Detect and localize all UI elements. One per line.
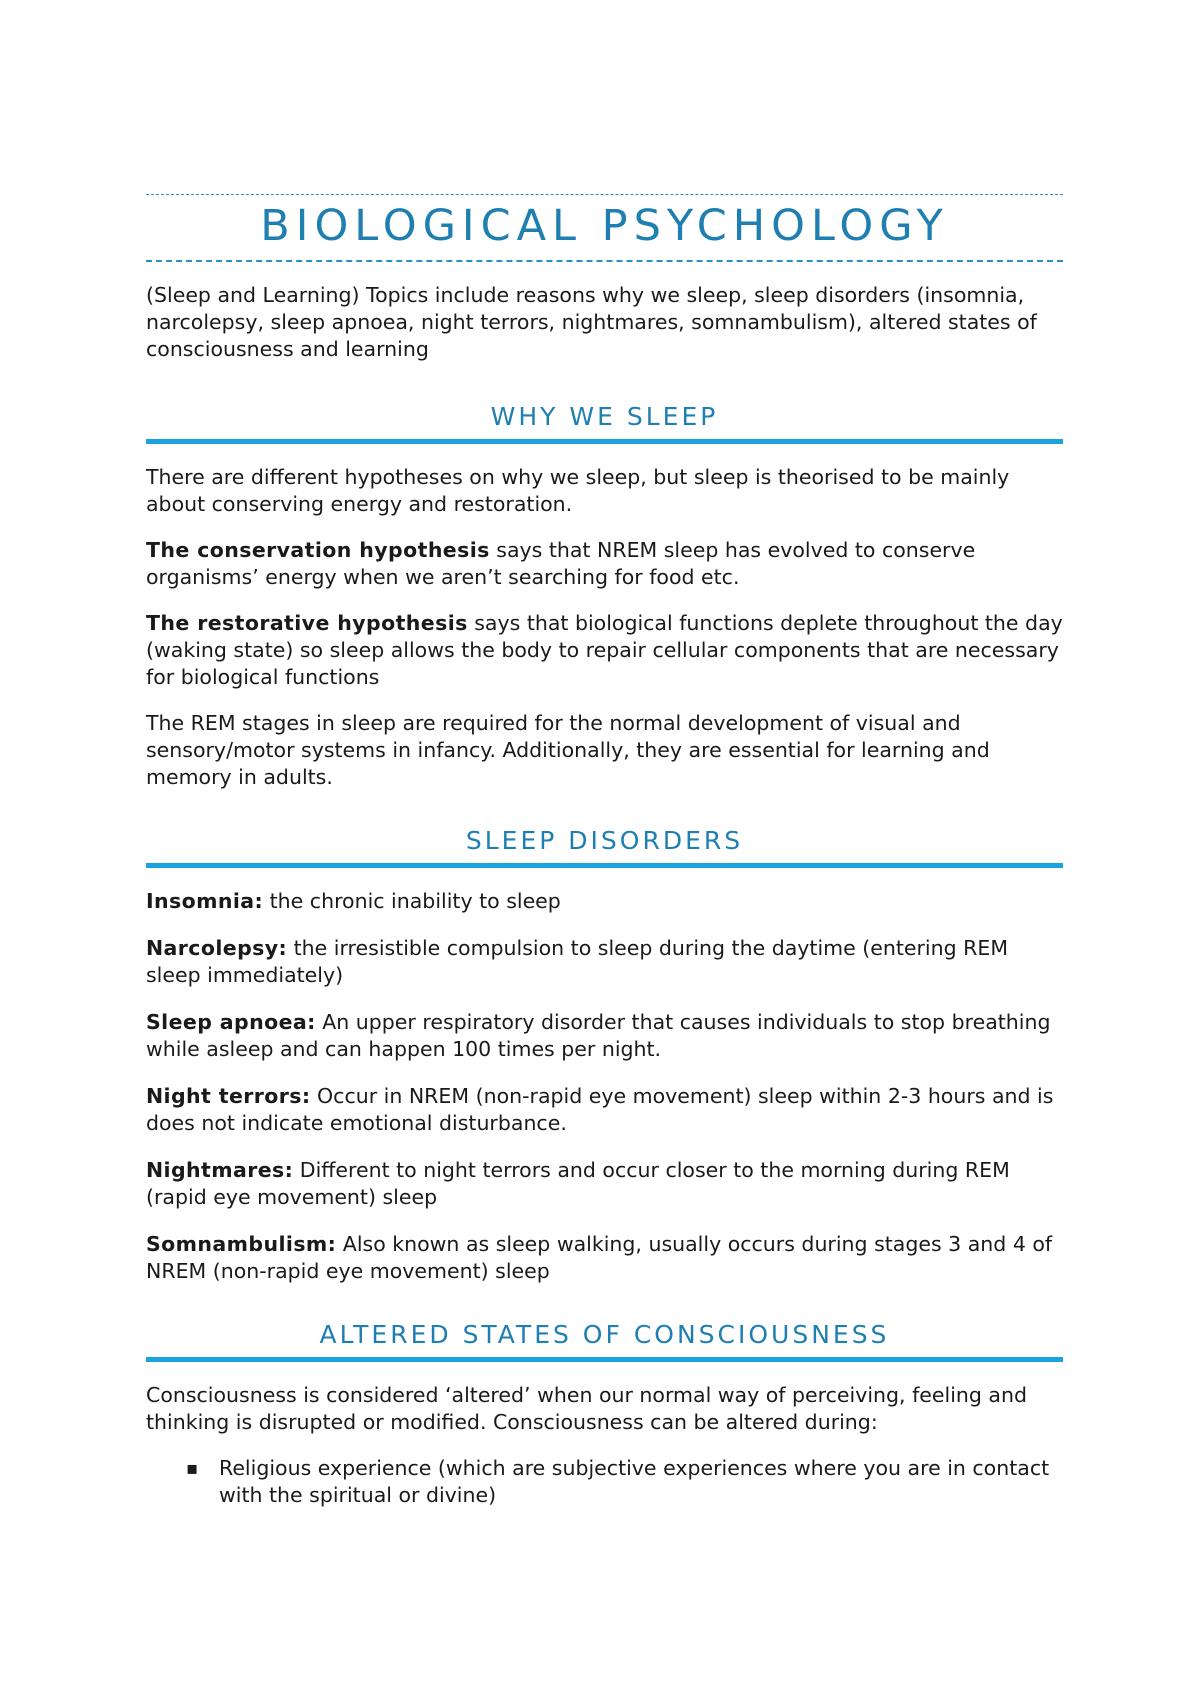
section-heading-sleep-disorders: SLEEP DISORDERS: [146, 825, 1063, 868]
disorder-term: Insomnia:: [146, 889, 264, 913]
list-item-text: Religious experience (which are subjective experiences where you are in contact with the spiritual or divine): [219, 1456, 1050, 1507]
bullet-icon: ▪: [186, 1458, 199, 1479]
title-block: [146, 194, 1063, 262]
disorder-text: the irresistible compulsion to sleep during the daytime (entering REM sleep immediately): [146, 936, 1009, 987]
disorder-term: Nightmares:: [146, 1158, 294, 1182]
conservation-hypothesis-term: The conservation hypothesis: [146, 538, 490, 562]
section-heading-altered-states: ALTERED STATES OF CONSCIOUSNESS: [146, 1319, 1063, 1362]
conservation-hypothesis-paragraph: [146, 537, 1063, 591]
disorder-text: Also known as sleep walking, usually occurs during stages 3 and 4 of NREM (non-rapid eye movement) sleep: [146, 1232, 1053, 1283]
rem-stages-paragraph: The REM stages in sleep are required for the normal development of visual and sensory/motor systems in infancy. Additionally, they are essential for learning and memory in adults.: [146, 711, 990, 789]
disorder-term: Narcolepsy:: [146, 936, 288, 960]
disorder-sleep-apnoea: [146, 1009, 1063, 1063]
section-sleep-disorders: [146, 825, 1063, 1285]
disorder-night-terrors: [146, 1083, 1063, 1137]
disorder-text: Occur in NREM (non-rapid eye movement) sleep within 2-3 hours and is does not indicate emotional disturbance.: [146, 1084, 1054, 1135]
restorative-hypothesis-paragraph: [146, 610, 1063, 691]
intro-paragraph: (Sleep and Learning) Topics include reasons why we sleep, sleep disorders (insomnia, narcolepsy, sleep apnoea, night terrors, nightmares, somnambulism), altered states of consciousness and learning: [146, 283, 1037, 361]
disorder-narcolepsy: [146, 935, 1063, 989]
disorder-text: the chronic inability to sleep: [263, 889, 561, 913]
title-rule-bottom: [146, 260, 1063, 262]
disorder-term: Sleep apnoea:: [146, 1010, 316, 1034]
section-why-we-sleep: [146, 401, 1063, 791]
section-altered-states: [146, 1319, 1063, 1509]
disorder-term: Night terrors:: [146, 1084, 311, 1108]
disorder-term: Somnambulism:: [146, 1232, 337, 1256]
disorder-text: An upper respiratory disorder that causes individuals to stop breathing while asleep and can happen 100 times per night.: [146, 1010, 1051, 1061]
list-item: [146, 1455, 1063, 1509]
altered-states-paragraph: Consciousness is considered ‘altered’ when our normal way of perceiving, feeling and thinking is disrupted or modified. Consciousness can be altered during:: [146, 1383, 1027, 1434]
document-title: BIOLOGICAL PSYCHOLOGY: [260, 201, 949, 251]
restorative-hypothesis-text: says that biological functions deplete throughout the day (waking state) so sleep allows the body to repair cellular components that are necessary for biological functions: [146, 611, 1063, 689]
document-page: [146, 194, 1063, 1543]
disorder-text: Different to night terrors and occur closer to the morning during REM (rapid eye movement) sleep: [146, 1158, 1010, 1209]
disorder-nightmares: [146, 1157, 1063, 1211]
altered-states-list: [146, 1455, 1063, 1509]
disorder-insomnia: [146, 888, 1063, 915]
restorative-hypothesis-term: The restorative hypothesis: [146, 611, 468, 635]
title-rule-top: [146, 194, 1063, 195]
why-sleep-paragraph-1: There are different hypotheses on why we sleep, but sleep is theorised to be mainly about conserving energy and restoration.: [146, 465, 1010, 516]
disorder-somnambulism: [146, 1231, 1063, 1285]
section-heading-why-we-sleep: WHY WE SLEEP: [146, 401, 1063, 444]
conservation-hypothesis-text: says that NREM sleep has evolved to conserve organisms’ energy when we aren’t searching for food etc.: [146, 538, 976, 589]
